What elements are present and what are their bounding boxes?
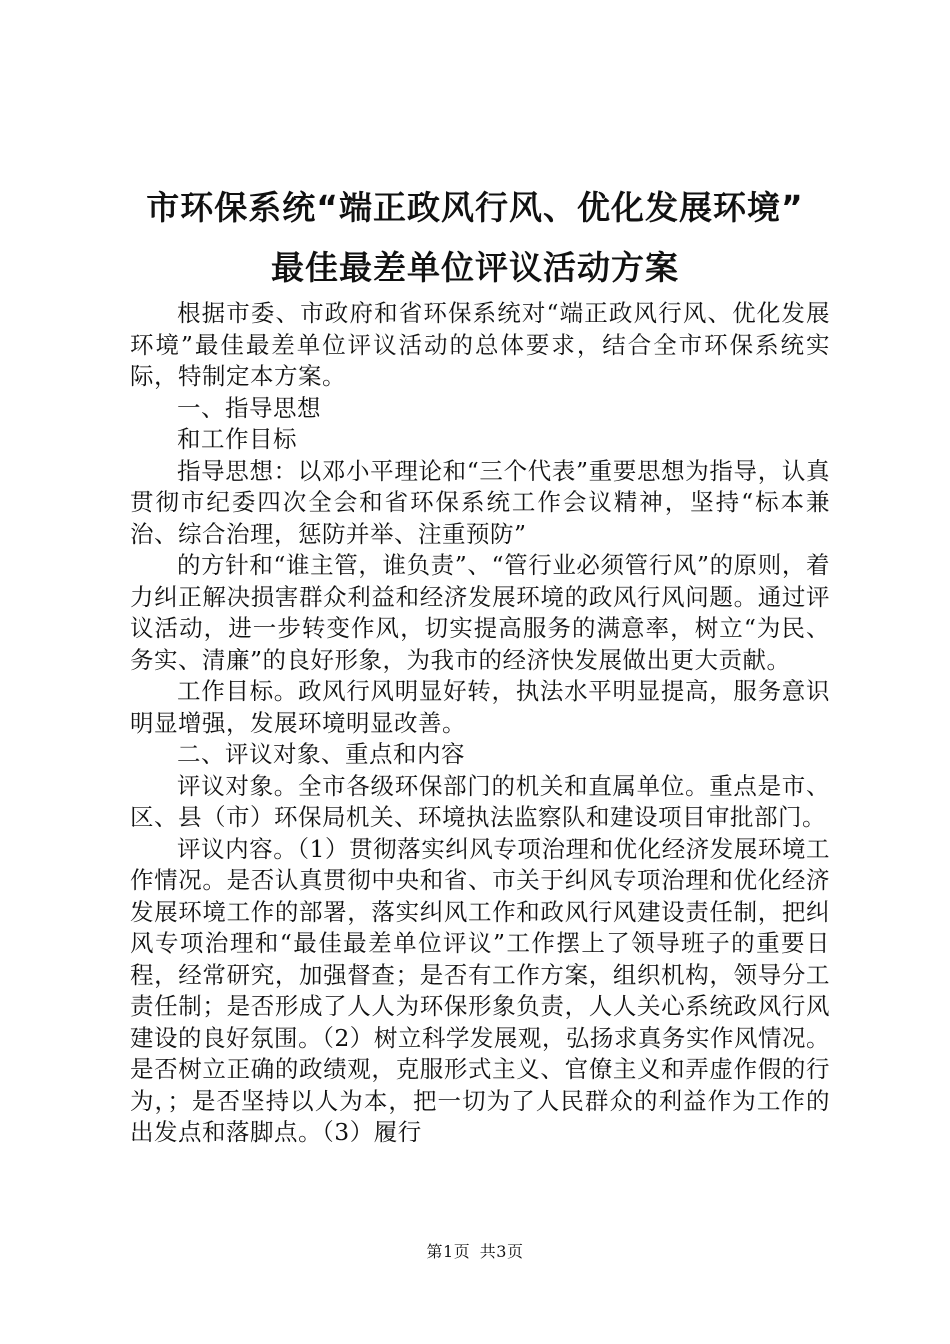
- document-title-line-2: 最佳最差单位评议活动方案: [271, 248, 679, 287]
- page-total: 共3页: [479, 1242, 524, 1261]
- section-heading-2: 二、评议对象、重点和内容: [177, 740, 465, 768]
- document-body: [130, 298, 830, 1149]
- page-number: 第1页: [426, 1242, 471, 1261]
- paragraph-guiding-thought: 指导思想：以邓小平理论和“三个代表”重要思想为指导，认真贯彻市纪委四次全会和省环保系统工作会议精神，坚持“标本兼治、综合治理，惩防并举、注重预防”: [130, 456, 830, 548]
- page-footer: [0, 1242, 950, 1262]
- section-heading-1-cont: 和工作目标: [177, 425, 297, 453]
- paragraph-guiding-thought-cont: 的方针和“谁主管，谁负责”、“管行业必须管行风”的原则，着力纠正解决损害群众利益和经济发展环境的政风行风问题。通过评议活动，进一步转变作风，切实提高服务的满意率，树立“为民、务实、清廉”的良好形象，为我市的经济快发展做出更大贡献。: [130, 551, 830, 674]
- document-title-line-1: 市环保系统“端正政风行风、优化发展环境”: [146, 188, 804, 227]
- paragraph-intro: 根据市委、市政府和省环保系统对“端正政风行风、优化发展环境”最佳最差单位评议活动的总体要求，结合全市环保系统实际，特制定本方案。: [130, 299, 830, 390]
- paragraph-work-goal: 工作目标。政风行风明显好转，执法水平明显提高，服务意识明显增强，发展环境明显改善。: [130, 677, 830, 737]
- paragraph-evaluation-content: 评议内容。（1）贯彻落实纠风专项治理和优化经济发展环境工作情况。是否认真贯彻中央和省、市关于纠风专项治理和优化经济发展环境工作的部署，落实纠风工作和政风行风建设责任制，把纠风专项治理和“最佳最差单位评议”工作摆上了领导班子的重要日程，经常研究，加强督查；是否有工作方案，组织机构，领导分工责任制；是否形成了人人为环保形象负责，人人关心系统政风行风建设的良好氛围。（2）树立科学发展观，弘扬求真务实作风情况。是否树立正确的政绩观，克服形式主义、官僚主义和弄虚作假的行为，；是否坚持以人为本，把一切为了人民群众的利益作为工作的出发点和落脚点。（3）履行: [130, 834, 830, 1146]
- section-heading-1: 一、指导思想: [177, 393, 321, 422]
- paragraph-evaluation-target: 评议对象。全市各级环保部门的机关和直属单位。重点是市、区、县（市）环保局机关、环境执法监察队和建设项目审批部门。: [130, 771, 830, 831]
